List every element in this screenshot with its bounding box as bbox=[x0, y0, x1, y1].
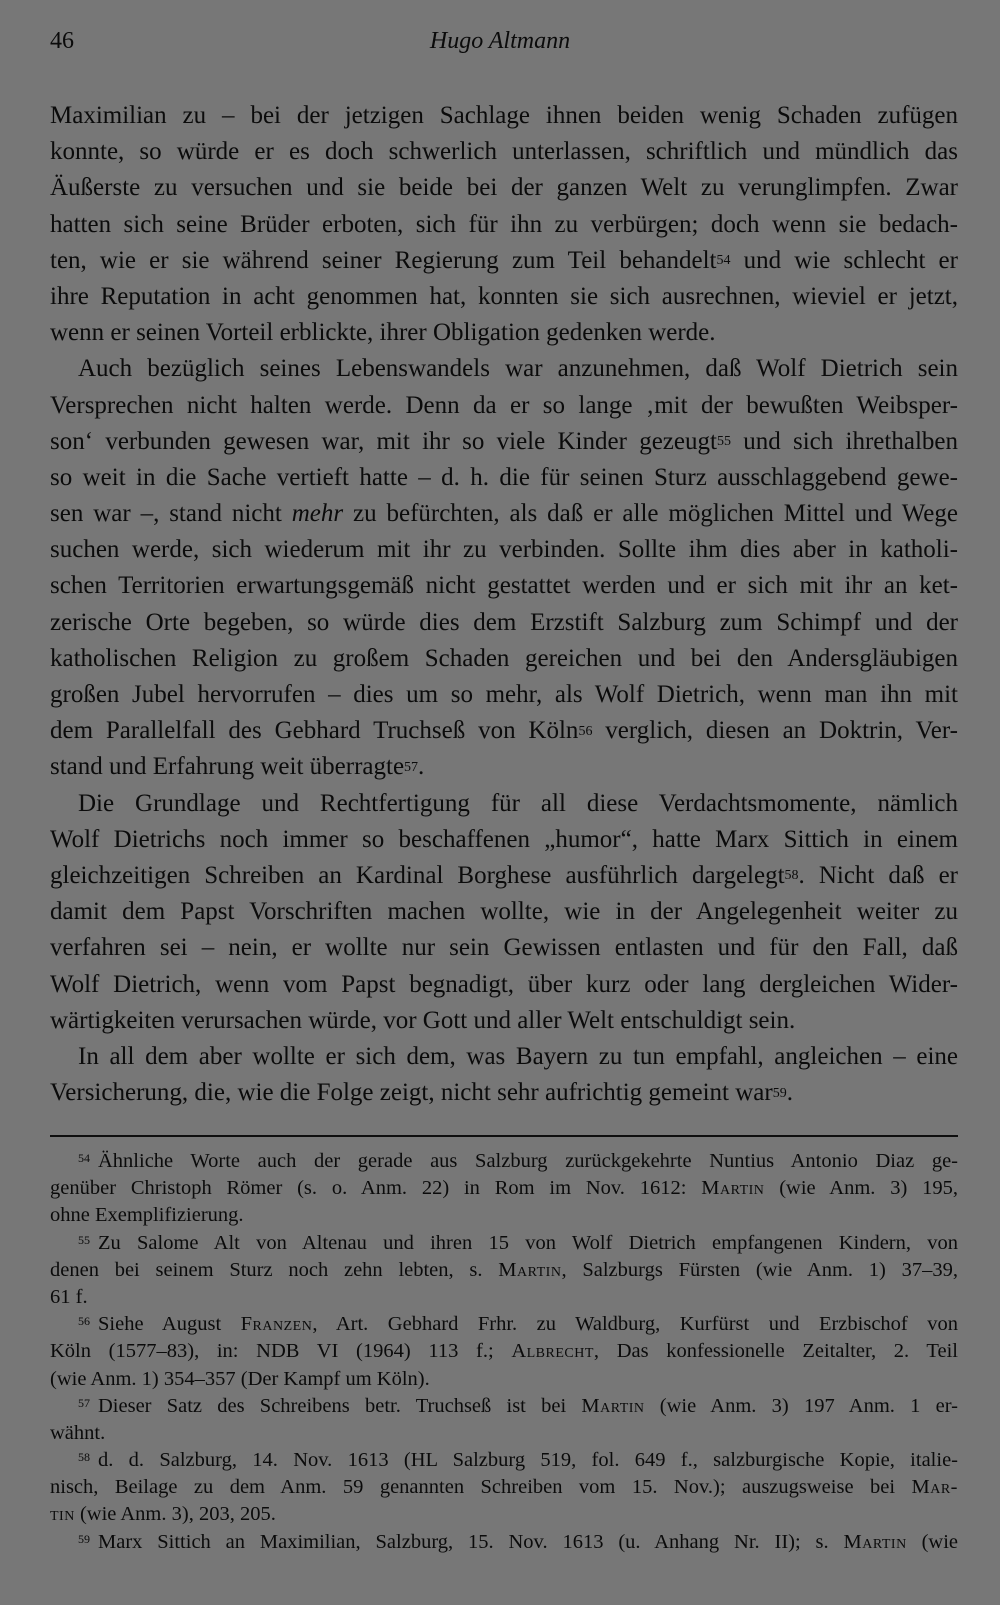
footnote-line: $^{59}$ Marx Sittich an Maximilian, Salzburg, 15. Nov. 1613 (u. Anhang Nr. II); s. Martin (wie bbox=[78, 1530, 958, 1553]
text-line: wärtigkeiten verursachen würde, vor Gott und aller Welt entschuldigt sein. bbox=[50, 1006, 796, 1034]
footnote-ref: 57 bbox=[404, 759, 419, 775]
footnote-number: 59 bbox=[78, 1531, 90, 1546]
footnote-line: $^{58}$ d. d. Salzburg, 14. Nov. 1613 (HL Salzburg 519, fol. 649 f., salzburgische Kopie, italie- bbox=[78, 1449, 958, 1472]
text-line: Äußerste zu versuchen und sie beide bei der ganzen Welt zu verunglimpfen. Zwar bbox=[50, 174, 958, 202]
text-line: dem Parallelfall des Gebhard Truchseß von Köln$^{56}$ verglich, diesen an Doktrin, Ver- bbox=[50, 717, 958, 745]
text-line: zerische Orte begeben, so würde dies dem Erzstift Salzburg zum Schimpf und der bbox=[50, 608, 958, 636]
footnote-line: Köln (1577–83), in: NDB VI (1964) 113 f.; Albrecht, Das konfessionelle Zeitalter, 2. Teil bbox=[50, 1340, 958, 1363]
text-line: Wolf Dietrich, wenn vom Papst begnadigt, über kurz oder lang dergleichen Wider- bbox=[50, 970, 958, 998]
footnote-line: $^{57}$ Dieser Satz des Schreibens betr. Truchseß ist bei Martin (wie Anm. 3) 197 Anm. 1 er- bbox=[78, 1394, 958, 1417]
text-line: suchen werde, sich wiederum mit ihr zu verbinden. Sollte ihm dies aber in katholi- bbox=[50, 536, 958, 564]
footnote-line: $^{56}$ Siehe August Franzen, Art. Gebhard Frhr. zu Waldburg, Kurfürst und Erzbischof von bbox=[78, 1313, 958, 1336]
footnote-line: nisch, Beilage zu dem Anm. 59 genannten Schreiben vom 15. Nov.); auszugsweise bei Mar- bbox=[50, 1476, 958, 1499]
footnote-line: tin (wie Anm. 3), 203, 205. bbox=[50, 1503, 276, 1526]
footnote-ref: 59 bbox=[772, 1085, 787, 1101]
footnote-ref: 58 bbox=[784, 868, 799, 884]
footnote-line: $^{54}$ Ähnliche Worte auch der gerade aus Salzburg zurückgekehrte Nuntius Antonio Diaz ge- bbox=[78, 1150, 958, 1172]
text-line: Maximilian zu – bei der jetzigen Sachlage ihnen beiden wenig Schaden zufügen bbox=[50, 102, 958, 129]
text-line: Die Grundlage und Rechtfertigung für all diese Verdachtsmomente, nämlich bbox=[78, 789, 958, 817]
footnote-number: 55 bbox=[78, 1232, 90, 1247]
footnote-line: $^{55}$ Zu Salome Alt von Altenau und ihren 15 von Wolf Dietrich empfangenen Kindern, von bbox=[78, 1231, 958, 1254]
footnote-ref: 54 bbox=[716, 253, 731, 269]
text-line: schen Territorien erwartungsgemäß nicht gestattet werden und er sich mit ihr an ket- bbox=[50, 572, 958, 600]
text-line: stand und Erfahrung weit überragte$^{57}$. bbox=[50, 753, 425, 781]
page-number: 46 bbox=[50, 28, 74, 54]
text-line: wenn er seinen Vorteil erblickte, ihrer Obligation gedenken werde. bbox=[50, 319, 716, 347]
footnote-line: 61 f. bbox=[50, 1285, 88, 1308]
text-line: katholischen Religion zu großem Schaden gereichen und bei den Andersgläubigen bbox=[50, 644, 958, 672]
footnote-line: denen bei seinem Sturz noch zehn lebten, s. Martin, Salzburgs Fürsten (wie Anm. 1) 37–39, bbox=[50, 1258, 958, 1281]
text-line: Versprechen nicht halten werde. Denn da er so lange ‚mit der bewußten Weibsper- bbox=[50, 391, 958, 419]
page-header bbox=[50, 28, 950, 64]
text-line: Wolf Dietrichs noch immer so beschaffenen „humor“, hatte Marx Sittich in einem bbox=[50, 825, 958, 853]
text-line: großen Jubel hervorrufen – dies um so mehr, als Wolf Dietrich, wenn man ihn mit bbox=[50, 681, 958, 708]
text-line: so weit in die Sache vertieft hatte – d. h. die für seinen Sturz ausschlaggebend gewe- bbox=[50, 463, 958, 491]
footnotes bbox=[50, 1148, 958, 1556]
footnote-ref: 56 bbox=[578, 723, 593, 739]
text-line: hatten sich seine Brüder erboten, sich für ihn zu verbürgen; doch wenn sie bedach- bbox=[50, 210, 958, 238]
text-line: In all dem aber wollte er sich dem, was Bayern zu tun empfahl, angleichen – eine bbox=[78, 1042, 958, 1070]
text-line: ihre Reputation in acht genommen hat, konnten sie sich ausrechnen, wieviel er jetzt, bbox=[50, 282, 958, 310]
footnote-line: (wie Anm. 1) 354–357 (Der Kampf um Köln). bbox=[50, 1367, 430, 1390]
text-line: sen war –, stand nicht mehr zu befürchten, als daß er alle möglichen Mittel und Wege bbox=[50, 500, 958, 528]
running-head: Hugo Altmann bbox=[429, 28, 571, 54]
text-line: Auch bezüglich seines Lebenswandels war anzunehmen, daß Wolf Dietrich sein bbox=[78, 355, 958, 383]
text-line: son‘ verbunden gewesen war, mit ihr so viele Kinder gezeugt$^{55}$ und sich ihrethalben bbox=[50, 427, 958, 455]
text-line: konnte, so würde er es doch schwerlich unterlassen, schriftlich und mündlich das bbox=[50, 138, 958, 166]
text-line: gleichzeitigen Schreiben an Kardinal Borghese ausführlich dargelegt$^{58}$. Nicht daß er bbox=[50, 861, 958, 889]
body-text bbox=[50, 98, 958, 1111]
footnote-line: wähnt. bbox=[50, 1421, 106, 1444]
text-line: Versicherung, die, wie die Folge zeigt, nicht sehr aufrichtig gemeint war$^{59}$. bbox=[50, 1079, 793, 1107]
footnote-separator bbox=[50, 1135, 958, 1137]
footnote-number: 54 bbox=[78, 1151, 90, 1166]
text-line: verfahren sei – nein, er wollte nur sein Gewissen entlasten und für den Fall, daß bbox=[50, 934, 958, 962]
footnote-number: 56 bbox=[78, 1314, 90, 1329]
text-line: damit dem Papst Vorschriften machen wollte, wie in der Angelegenheit weiter zu bbox=[50, 898, 958, 926]
footnote-ref: 55 bbox=[716, 434, 731, 450]
footnote-line: ohne Exemplifizierung. bbox=[50, 1204, 244, 1227]
footnote-number: 57 bbox=[78, 1395, 90, 1410]
emphasis: mehr bbox=[291, 500, 344, 528]
footnote-line: genüber Christoph Römer (s. o. Anm. 22) in Rom im Nov. 1612: Martin (wie Anm. 3) 195, bbox=[50, 1177, 958, 1200]
text-line: ten, wie er sie während seiner Regierung zum Teil behandelt$^{54}$ und wie schlecht er bbox=[50, 246, 958, 274]
footnote-number: 58 bbox=[78, 1450, 90, 1465]
